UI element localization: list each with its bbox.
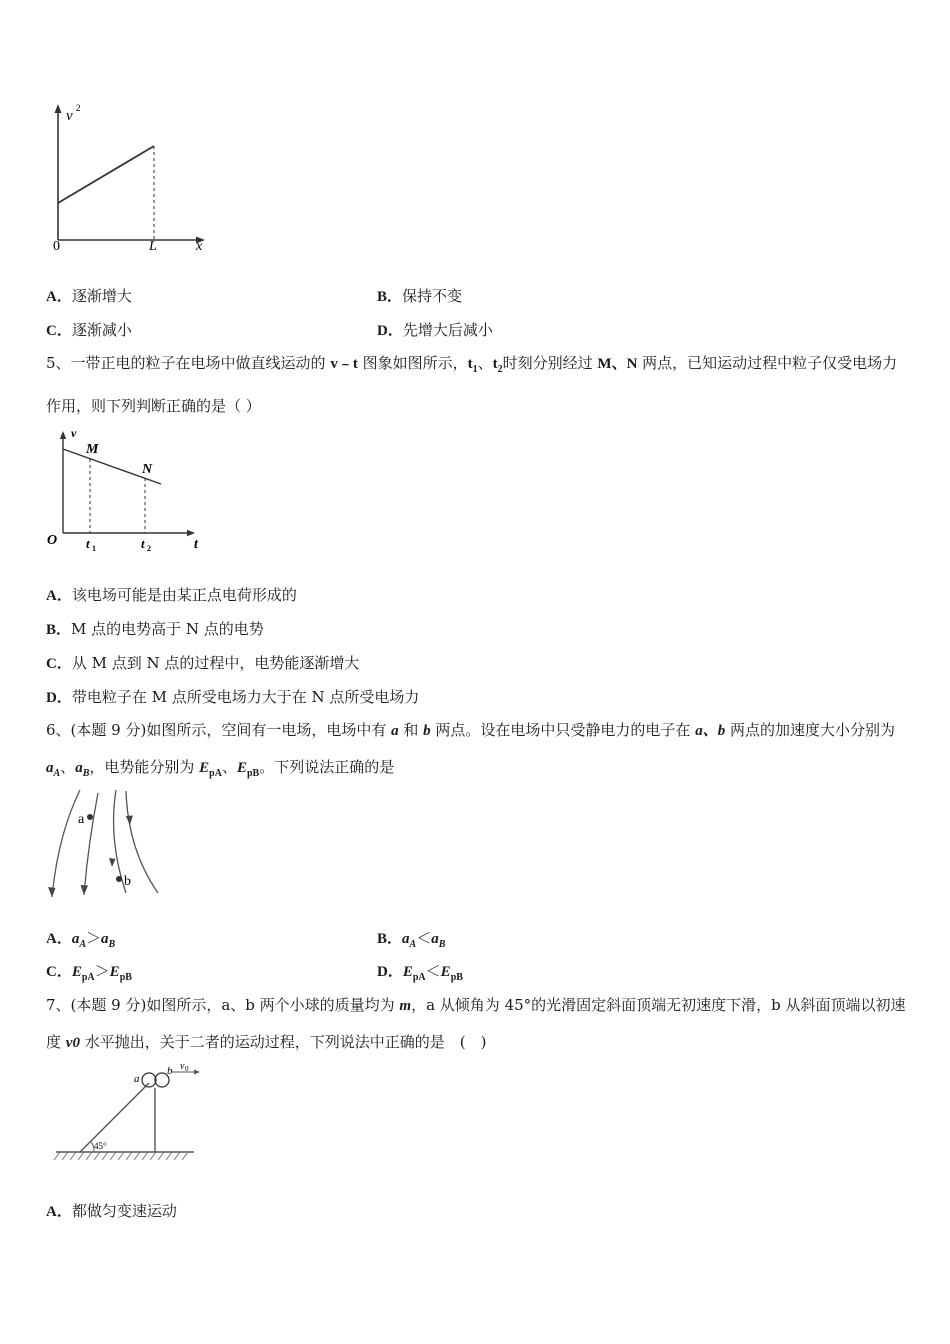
t2-tick-subscript: 2 xyxy=(147,544,151,553)
q4-option-d[interactable]: D．先增大后减小 xyxy=(377,321,493,339)
l-tick-label: L xyxy=(149,239,157,254)
t-axis-label: t xyxy=(194,537,198,552)
electric-field-lines xyxy=(40,785,170,905)
question-5-stem: 5、一带正电的粒子在电场中做直线运动的 v﹣t 图象如图所示，$t_1$、$t_2$时刻分别经过 M、N 两点，已知运动过程中粒子仅受电场力作用，则下列判断正确的是（ ） xyxy=(46,354,898,415)
ball-b-label: b xyxy=(167,1065,173,1077)
v-t-graph xyxy=(44,420,214,560)
q5-option-a[interactable]: A．该电场可能是由某正点电荷形成的 xyxy=(46,586,297,604)
t1-tick-label: t xyxy=(86,536,90,551)
point-n-label: N xyxy=(142,462,153,477)
q6-option-c[interactable]: C．$E_{pA}>E_{pB}$ xyxy=(46,962,132,983)
t2-tick-label: t xyxy=(141,536,145,551)
q5-option-c[interactable]: C．从 M 点到 N 点的过程中，电势能逐渐增大 xyxy=(46,654,360,672)
question-7-stem: 7、(本题 9 分)如图所示，a、b 两个小球的质量均为 m，a 从倾角为 45°的光滑固定斜面顶端无初速度下滑，b 从斜面顶端以初速度 v0 水平抛出，关于二者的运动过程，下列说法中正确的是 ( ) xyxy=(46,996,906,1051)
y-axis-label: v xyxy=(66,108,73,124)
q7-option-a[interactable]: A．都做匀变速运动 xyxy=(46,1202,177,1220)
angle-label: 45° xyxy=(94,1141,107,1151)
v-axis-label: v xyxy=(71,426,77,440)
q4-option-a[interactable]: A．逐渐增大 xyxy=(46,287,132,305)
point-b-label: b xyxy=(124,874,131,889)
question-6-stem: 6、(本题 9 分)如图所示，空间有一电场，电场中有 a 和 b 两点。设在电场中只受静电力的电子在 a、b 两点的加速度大小分别为 $a_A$、$a_B$，电势能分别为 $E_{pA}$、$E_{pB}$。下列说法正确的是 xyxy=(46,721,895,779)
q4-option-c[interactable]: C．逐渐减小 xyxy=(46,321,132,339)
y-axis-superscript: 2 xyxy=(76,103,81,113)
v0-subscript: 0 xyxy=(185,1065,189,1073)
q6-option-a[interactable]: A．$a_A>a_B$ xyxy=(46,929,116,950)
q4-option-b[interactable]: B．保持不变 xyxy=(377,287,463,305)
v0-label: v xyxy=(180,1061,185,1072)
incline-projectile-diagram xyxy=(50,1060,210,1170)
q6-option-b[interactable]: B．$a_A<a_B$ xyxy=(377,929,446,950)
ball-a-label: a xyxy=(134,1073,140,1085)
q5-option-d[interactable]: D．带电粒子在 M 点所受电场力大于在 N 点所受电场力 xyxy=(46,688,420,706)
q5-option-b[interactable]: B．M 点的电势高于 N 点的电势 xyxy=(46,620,264,638)
q6-option-d[interactable]: D．$E_{pA}<E_{pB}$ xyxy=(377,962,463,983)
origin-label: O xyxy=(47,533,58,548)
x-axis-label: x xyxy=(196,239,203,254)
t1-tick-subscript: 1 xyxy=(92,544,96,553)
origin-label: 0 xyxy=(53,239,60,254)
point-a-label: a xyxy=(78,812,85,827)
v2-x-graph xyxy=(45,100,220,260)
point-m-label: M xyxy=(86,442,99,457)
